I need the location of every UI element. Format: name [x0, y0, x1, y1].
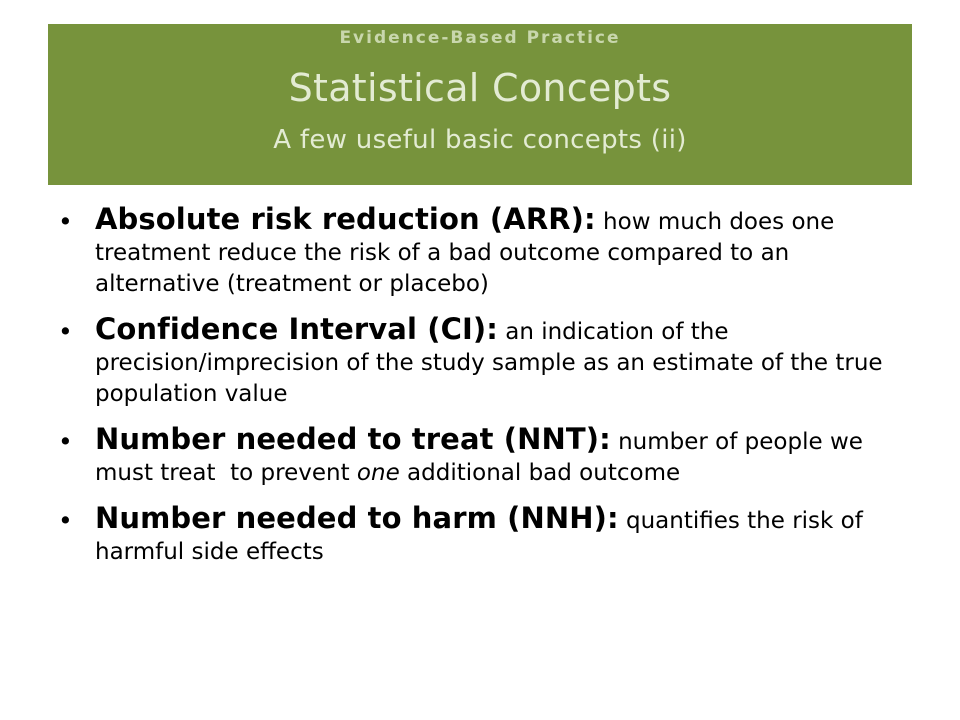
bullet-term: Number needed to treat (NNT): [95, 422, 611, 456]
bullet-text: how much does one treatment reduce the risk of a bad outcome compared to an alternative (treatment or placebo) [95, 209, 835, 297]
bullet-marker: • [58, 317, 73, 346]
bullet-marker: • [58, 506, 73, 535]
header-kicker: Evidence-Based Practice [339, 28, 621, 48]
bullet-marker: • [58, 207, 73, 236]
bullet-emphasis: one [356, 460, 400, 486]
page-subtitle: A few useful basic concepts (ii) [273, 125, 687, 155]
bullet-nnt [58, 424, 914, 489]
bullet-text: additional bad outcome [399, 460, 681, 486]
bullet-term: Absolute risk reduction (ARR): [95, 202, 596, 236]
bullet-marker: • [58, 427, 73, 456]
bullet-term: Confidence Interval (CI): [95, 312, 498, 346]
bullet-term: Number needed to harm (NNH): [95, 501, 619, 535]
bullet-text: number of people we must treat to prevent [95, 429, 871, 486]
bullet-text: an indication of the precision/imprecision of the study sample as an estimate of the true population value [95, 319, 883, 407]
bullet-ci [58, 314, 914, 410]
bullet-nnh [58, 503, 914, 568]
bullet-text: quantifies the risk of harmful side effects [95, 508, 863, 565]
bullet-list [58, 204, 914, 582]
header-band [48, 24, 912, 185]
bullet-arr [58, 204, 914, 300]
page-title: Statistical Concepts [288, 66, 672, 110]
